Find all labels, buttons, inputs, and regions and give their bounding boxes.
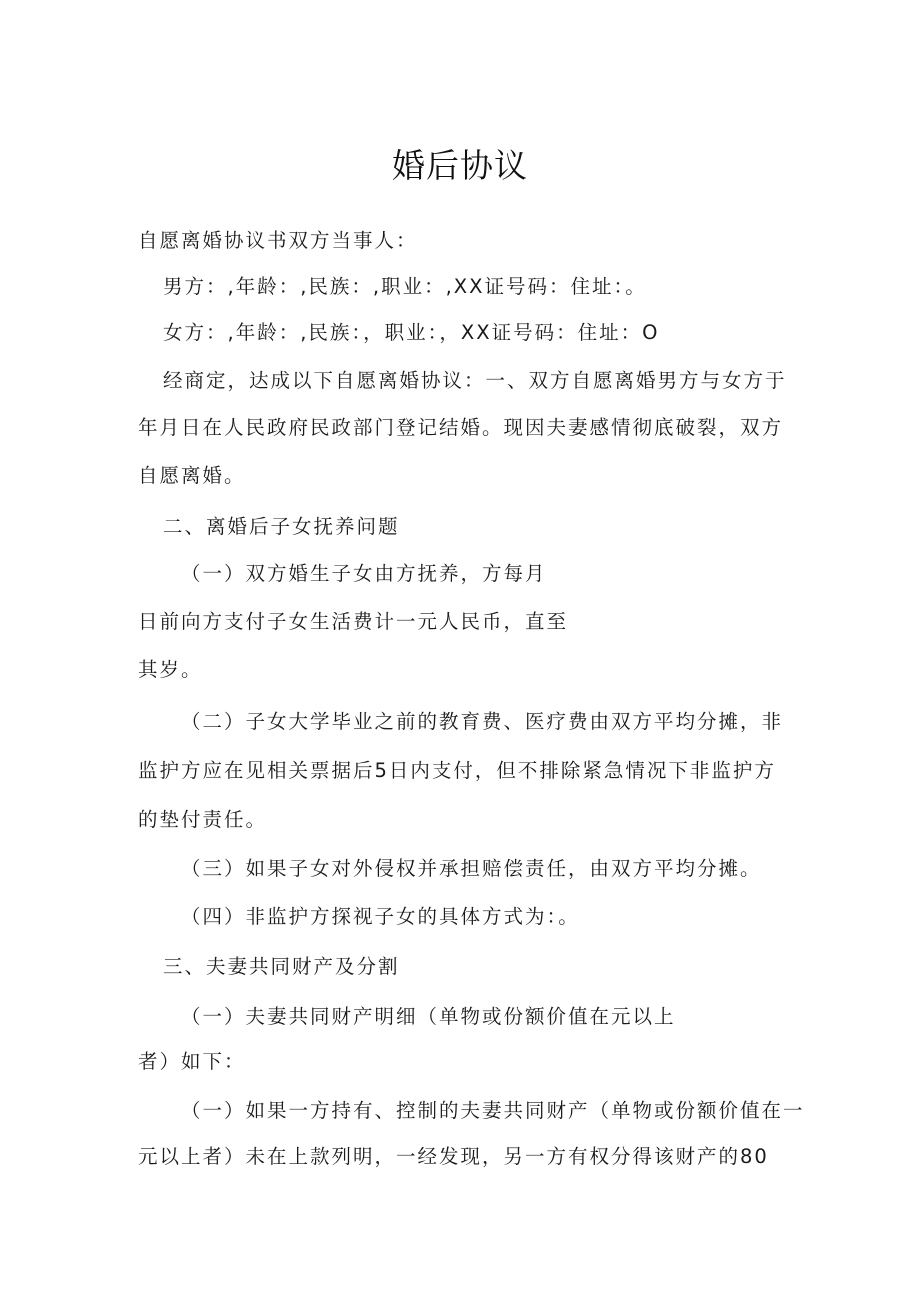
document-title: 婚后协议: [392, 146, 528, 185]
text-line: 监护方应在见相关票据后5日内支付，但不排除紧急情况下非监护方: [138, 759, 776, 782]
text-line: 三、夫妻共同财产及分割: [163, 955, 400, 978]
text-line: 者）如下：: [138, 1050, 246, 1073]
text-line: 年月日在人民政府民政部门登记结婚。现因夫妻感情彻底破裂，双方: [138, 416, 784, 439]
text-line: （三）如果子女对外侵权并承担赔偿责任，由双方平均分摊。: [181, 857, 762, 880]
text-line: （一）夫妻共同财产明细（单物或份额价值在元以上: [181, 1005, 676, 1028]
text-line: （一）双方婚生子女由方抚养，方每月: [181, 562, 547, 585]
text-line: 女方：,年龄：,民族：，职业：，XX证号码：住址：O: [163, 321, 660, 344]
text-line: （一）如果一方持有、控制的夫妻共同财产（单物或份额价值在一: [181, 1099, 805, 1122]
text-line: 元以上者）未在上款列明，一经发现，另一方有权分得该财产的80: [138, 1145, 769, 1168]
text-line: 的垫付责任。: [138, 808, 268, 831]
text-line: 经商定，达成以下自愿离婚协议：一、双方自愿离婚男方与女方于: [163, 369, 787, 392]
text-line: 其岁。: [138, 658, 203, 681]
text-line: （二）子女大学毕业之前的教育费、医疗费由双方平均分摊，非: [181, 710, 784, 733]
text-line: 自愿离婚。: [138, 464, 246, 487]
text-line: 男方：,年龄：,民族：,职业：,XX证号码：住址：。: [163, 275, 647, 298]
text-line: 二、离婚后子女抚养问题: [163, 515, 400, 538]
text-line: 自愿离婚协议书双方当事人：: [138, 229, 418, 252]
text-line: 日前向方支付子女生活费计一元人民币，直至: [138, 610, 569, 633]
text-line: （四）非监护方探视子女的具体方式为：。: [181, 905, 580, 928]
